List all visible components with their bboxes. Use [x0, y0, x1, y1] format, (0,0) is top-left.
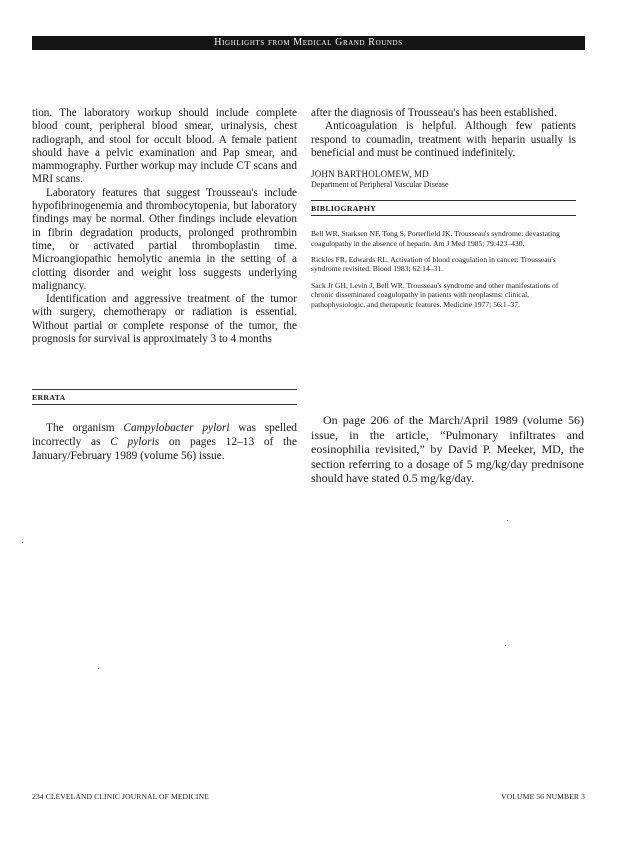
footer-volume: VOLUME 56 NUMBER 3 — [501, 792, 585, 801]
article-paragraph: after the diagnosis of Trousseau's has been established. — [311, 107, 557, 119]
scan-speck — [98, 668, 99, 669]
organism-name-correct: Campylobacter pylori — [123, 422, 230, 434]
author-name: JOHN BARTHOLOMEW, MD — [311, 169, 429, 180]
bibliography-item: Bell WR, Starksen NF, Tong S, Porterfield JK. Trousseau's syndrome: devastating coagulopathy in the absence of heparin. Am J Med 1985; 79:423–430. — [311, 229, 560, 248]
author-department: Department of Peripheral Vascular Disease — [311, 180, 449, 190]
article-left-column — [32, 107, 297, 346]
errata-right-column — [311, 413, 584, 486]
bibliography-item: Sack Jr GH, Levin J, Bell WR. Trousseau's syndrome and other manifestations of chronic disseminated coagulopathy in patients with neoplasms: clinical, pathophysiologic, and therapeutic features. Medicine 1977; 56:1–37. — [311, 280, 559, 309]
article-paragraph: Identification and aggressive treatment of the tumor with surgery, chemotherapy or radiation is essential. Without partial or complete response of the tumor, the prognosis for survival is approximately 3 to 4 months — [32, 293, 297, 346]
scan-speck — [507, 520, 508, 521]
errata-heading: ERRATA — [32, 389, 297, 405]
footer-journal: 234 CLEVELAND CLINIC JOURNAL OF MEDICINE — [32, 792, 209, 801]
errata-left-column — [32, 389, 297, 463]
organism-name-misspelled: C pyloris — [110, 435, 160, 448]
scan-speck — [505, 645, 506, 646]
article-paragraph: Laboratory features that suggest Trousseau's include hypofibrinogenemia and thrombocytopenia, but laboratory findings may be normal. Other findings include elevation in fibrin degradation products, prolonged prothrombin time, or activated partial thromboplastin time. Microangiopathic hemolytic anemia in the setting of a clotting disorder and weight loss suggests underlying malignancy. — [32, 186, 297, 292]
errata-paragraph: The organism Campylobacter pylori was spelled incorrectly as C pyloris on pages 12–13 of the January/February 1989 (volume 56) issue. — [32, 422, 297, 462]
bibliography-heading: BIBLIOGRAPHY — [311, 200, 576, 216]
article-right-column — [311, 107, 576, 309]
errata-paragraph: On page 206 of the March/April 1989 (volume 56) issue, in the article, “Pulmonary infiltrates and eosinophilia revisited,” by David P. Meeker, MD, the section referring to a dosage of 5 mg/kg/day prednisone should have stated 0.5 mg/kg/day. — [311, 413, 584, 485]
bibliography-item: Rickles FR, Edwards RL. Activation of blood coagulation in cancer: Trousseau's syndrome revisited. Blood 1983; 62:14–31. — [311, 255, 556, 274]
scan-speck — [22, 542, 23, 543]
article-paragraph: tion. The laboratory workup should include complete blood count, peripheral blood smear, urinalysis, chest radiograph, and stool for occult blood. A female patient should have a pelvic examination and Pap smear, and mammography. Further workup may include CT scans and MRI scans. — [32, 107, 297, 186]
article-paragraph: Anticoagulation is helpful. Although few patients respond to coumadin, treatment with heparin usually is beneficial and must be continued indefinitely. — [311, 120, 576, 159]
running-header: Highlights from Medical Grand Rounds — [32, 36, 585, 50]
